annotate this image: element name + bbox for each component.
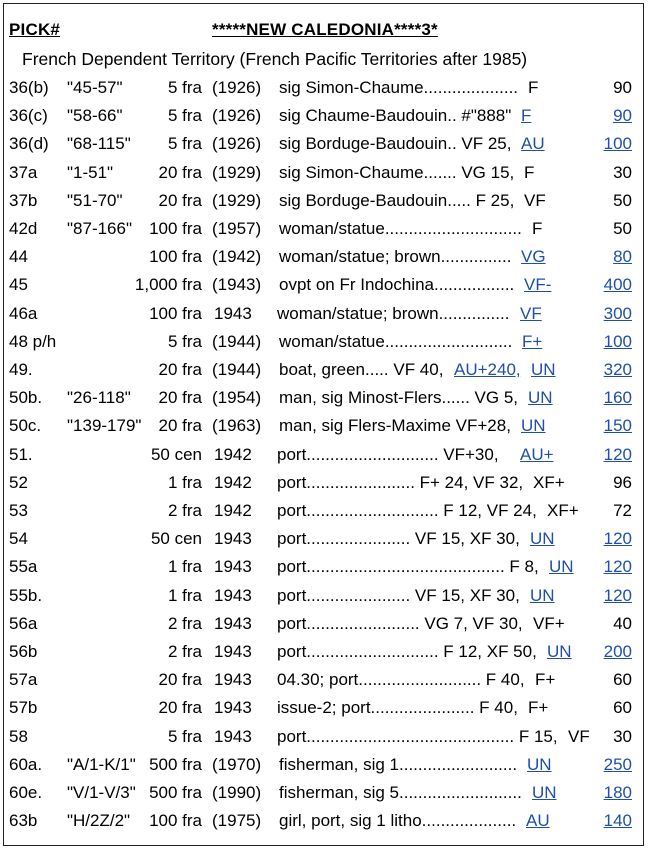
price[interactable]: 160 bbox=[603, 388, 632, 408]
serial-range: "26-118" bbox=[67, 388, 131, 408]
price: 60 bbox=[613, 670, 632, 690]
serial-range: "1-51" bbox=[67, 162, 114, 182]
denomination: 5 fra bbox=[167, 726, 202, 746]
price: 30 bbox=[613, 162, 632, 182]
grade[interactable]: UN bbox=[530, 529, 555, 549]
serial-range: "H/2Z/2" bbox=[67, 811, 131, 831]
grade: F+ bbox=[535, 670, 556, 690]
description: sig Borduge-Baudouin.. VF 25, bbox=[279, 134, 512, 154]
pick-number: 37a bbox=[9, 162, 38, 182]
pick-number: 36(c) bbox=[9, 106, 48, 126]
table-row bbox=[0, 501, 649, 525]
issue-year: 1943 bbox=[214, 557, 252, 577]
grade[interactable]: UN bbox=[549, 557, 574, 577]
issue-year: (1954) bbox=[212, 388, 262, 408]
issue-year: 1943 bbox=[214, 670, 252, 690]
denomination: 50 cen bbox=[150, 529, 202, 549]
issue-year: (1963) bbox=[212, 416, 262, 436]
table-row bbox=[0, 642, 649, 666]
pick-number: 49. bbox=[9, 360, 33, 379]
pick-number: 55a bbox=[9, 557, 38, 577]
table-row bbox=[0, 670, 649, 694]
issue-year: 1942 bbox=[214, 444, 252, 464]
description: woman/statue............................. bbox=[279, 219, 522, 238]
grade[interactable]: VF bbox=[520, 303, 542, 323]
pick-number: 37b bbox=[9, 190, 38, 210]
grade[interactable]: UN bbox=[528, 388, 553, 408]
price: 60 bbox=[613, 698, 632, 718]
denomination: 20 fra bbox=[158, 670, 202, 690]
description: boat, green..... VF 40, bbox=[279, 360, 444, 379]
grade[interactable]: VG bbox=[521, 247, 546, 267]
denomination: 100 fra bbox=[149, 247, 202, 267]
issue-year: 1942 bbox=[214, 472, 252, 492]
denomination: 500 fra bbox=[149, 783, 202, 802]
price[interactable]: 120 bbox=[603, 444, 632, 464]
price[interactable]: 80 bbox=[613, 247, 632, 267]
page-title: *****NEW CALEDONIA****3* bbox=[212, 20, 438, 39]
description: port............................................ F 15, bbox=[277, 726, 558, 746]
description: port.......................................... F 8, bbox=[277, 557, 539, 577]
grade: VF bbox=[524, 190, 546, 210]
serial-range: "51-70" bbox=[67, 190, 123, 210]
grade: XF+ bbox=[547, 501, 579, 520]
table-row bbox=[0, 106, 649, 130]
price[interactable]: 200 bbox=[603, 642, 632, 661]
description: sig Borduge-Baudouin..... F 25, bbox=[279, 190, 515, 210]
grade: F bbox=[524, 162, 535, 182]
issue-year: 1943 bbox=[214, 642, 252, 661]
price: 40 bbox=[613, 613, 632, 633]
price[interactable]: 300 bbox=[603, 303, 632, 323]
pick-number: 54 bbox=[9, 529, 28, 549]
pick-number: 56b bbox=[9, 642, 38, 661]
denomination: 5 fra bbox=[167, 106, 202, 126]
issue-year: (1926) bbox=[212, 78, 262, 97]
issue-year: (1944) bbox=[212, 360, 262, 379]
description: 04.30; port.......................... F 40, bbox=[277, 670, 525, 690]
table-row bbox=[0, 473, 649, 497]
serial-range: "A/1-K/1" bbox=[67, 754, 136, 774]
denomination: 5 fra bbox=[167, 331, 202, 351]
description: fisherman, sig 5.......................... bbox=[279, 783, 522, 802]
table-row bbox=[0, 783, 649, 807]
price[interactable]: 320 bbox=[603, 360, 632, 379]
denomination: 100 fra bbox=[149, 219, 202, 238]
pick-number: 50c. bbox=[9, 416, 42, 436]
denomination: 1 fra bbox=[167, 585, 202, 605]
issue-year: (1970) bbox=[212, 754, 262, 774]
denomination: 1 fra bbox=[167, 557, 202, 577]
table-row bbox=[0, 416, 649, 440]
denomination: 1 fra bbox=[167, 472, 202, 492]
denomination: 20 fra bbox=[158, 698, 202, 718]
price[interactable]: 100 bbox=[603, 331, 632, 351]
issue-year: (1990) bbox=[212, 783, 262, 802]
description: sig Simon-Chaume....... VG 15, bbox=[279, 162, 515, 182]
grade[interactable]: UN bbox=[527, 754, 552, 774]
table-row bbox=[0, 191, 649, 215]
grade: F bbox=[532, 219, 543, 238]
pick-column-header: PICK# bbox=[9, 20, 61, 39]
issue-year: (1926) bbox=[212, 134, 262, 154]
description: port....................... F+ 24, VF 32, bbox=[277, 472, 524, 492]
pick-number: 36(b) bbox=[9, 78, 49, 97]
pick-number: 48 p/h bbox=[9, 331, 57, 351]
denomination: 20 fra bbox=[158, 162, 202, 182]
pick-number: 46a bbox=[9, 303, 38, 323]
table-row bbox=[0, 275, 649, 299]
description: port...................... VF 15, XF 30, bbox=[277, 529, 520, 549]
grade[interactable]: VF- bbox=[524, 275, 552, 295]
table-row bbox=[0, 304, 649, 328]
description: woman/statue; brown............... bbox=[277, 303, 510, 323]
issue-year: (1943) bbox=[212, 275, 262, 295]
table-row bbox=[0, 529, 649, 553]
issue-year: 1943 bbox=[214, 698, 252, 718]
denomination: 5 fra bbox=[167, 134, 202, 154]
table-row bbox=[0, 727, 649, 751]
table-row bbox=[0, 332, 649, 356]
issue-year: 1943 bbox=[214, 529, 252, 549]
pick-number: 53 bbox=[9, 501, 28, 520]
issue-year: 1943 bbox=[214, 303, 252, 323]
table-row bbox=[0, 586, 649, 610]
description: woman/statue........................... bbox=[279, 331, 513, 351]
pick-number: 57b bbox=[9, 698, 38, 718]
denomination: 50 cen bbox=[150, 444, 202, 464]
description: fisherman, sig 1......................... bbox=[279, 754, 518, 774]
pick-number: 50b. bbox=[9, 388, 43, 408]
description: man, sig Flers-Maxime VF+28, bbox=[279, 416, 511, 436]
denomination: 20 fra bbox=[158, 190, 202, 210]
grade: VF bbox=[568, 726, 590, 746]
issue-year: 1943 bbox=[214, 585, 252, 605]
issue-year: (1975) bbox=[212, 811, 262, 831]
table-row bbox=[0, 445, 649, 469]
issue-year: (1957) bbox=[212, 219, 262, 238]
price[interactable]: 400 bbox=[603, 275, 632, 295]
grade: F+ bbox=[528, 698, 549, 718]
grade[interactable]: UN bbox=[547, 642, 572, 661]
table-row bbox=[0, 134, 649, 158]
description: sig Simon-Chaume.................... bbox=[279, 78, 519, 97]
price[interactable]: 120 bbox=[603, 585, 632, 605]
grade: F bbox=[528, 78, 539, 97]
grade[interactable]: F bbox=[521, 106, 532, 126]
description: sig Chaume-Baudouin.. #"888" bbox=[279, 106, 512, 126]
denomination: 1,000 fra bbox=[134, 275, 202, 295]
grade[interactable]: F+ bbox=[522, 331, 543, 351]
grade[interactable]: AU+ bbox=[520, 444, 554, 464]
table-row bbox=[0, 755, 649, 779]
issue-year: (1944) bbox=[212, 331, 262, 351]
serial-range: "139-179" bbox=[67, 416, 142, 436]
price: 96 bbox=[613, 472, 632, 492]
description: port........................ VG 7, VF 30, bbox=[277, 613, 523, 633]
denomination: 20 fra bbox=[158, 388, 202, 408]
denomination: 100 fra bbox=[149, 303, 202, 323]
price: 50 bbox=[613, 219, 632, 238]
issue-year: (1929) bbox=[212, 162, 262, 182]
pick-number: 42d bbox=[9, 219, 38, 238]
pick-number: 55b. bbox=[9, 585, 43, 605]
pick-number: 36(d) bbox=[9, 134, 49, 154]
grade: VF+ bbox=[533, 613, 565, 633]
denomination: 20 fra bbox=[158, 416, 202, 436]
price: 30 bbox=[613, 726, 632, 746]
pick-number: 51. bbox=[9, 444, 33, 464]
description: port............................ F 12, VF 24, bbox=[277, 501, 537, 520]
description: port............................ VF+30, bbox=[277, 444, 499, 464]
table-row bbox=[0, 388, 649, 412]
description: port............................ F 12, XF 50, bbox=[277, 642, 537, 661]
price-link[interactable]: AU+240, bbox=[454, 360, 521, 379]
price[interactable]: 140 bbox=[603, 811, 632, 831]
page-subtitle: French Dependent Territory (French Pacific Territories after 1985) bbox=[22, 49, 528, 69]
description: issue-2; port...................... F 40, bbox=[277, 698, 518, 718]
denomination: 2 fra bbox=[167, 613, 202, 633]
description: ovpt on Fr Indochina................. bbox=[279, 275, 515, 295]
price[interactable]: 120 bbox=[603, 529, 632, 549]
grade[interactable]: UN bbox=[532, 783, 557, 802]
description: port...................... VF 15, XF 30, bbox=[277, 585, 520, 605]
table-row bbox=[0, 78, 649, 102]
price: 90 bbox=[613, 78, 632, 97]
pick-number: 45 bbox=[9, 275, 28, 295]
price: 50 bbox=[613, 190, 632, 210]
issue-year: 1943 bbox=[214, 726, 252, 746]
price[interactable]: 90 bbox=[613, 106, 632, 126]
denomination: 20 fra bbox=[158, 360, 202, 379]
price[interactable]: 100 bbox=[603, 134, 632, 154]
denomination: 2 fra bbox=[167, 501, 202, 520]
price[interactable]: 180 bbox=[603, 783, 632, 802]
description: man, sig Minost-Flers...... VG 5, bbox=[279, 388, 519, 408]
serial-range: "V/1-V/3" bbox=[67, 783, 136, 802]
pick-number: 56a bbox=[9, 613, 38, 633]
grade[interactable]: AU bbox=[526, 811, 550, 831]
price[interactable]: 250 bbox=[603, 754, 632, 774]
pick-number: 60e. bbox=[9, 783, 43, 802]
denomination: 5 fra bbox=[167, 78, 202, 97]
pick-number: 44 bbox=[9, 247, 28, 267]
table-row bbox=[0, 219, 649, 243]
pick-number: 60a. bbox=[9, 754, 43, 774]
pick-number: 58 bbox=[9, 726, 28, 746]
price[interactable]: 150 bbox=[603, 416, 632, 436]
serial-range: "58-66" bbox=[67, 106, 123, 126]
denomination: 100 fra bbox=[149, 811, 202, 831]
pick-number: 63b bbox=[9, 811, 38, 831]
pick-number: 57a bbox=[9, 670, 38, 690]
grade[interactable]: UN bbox=[530, 585, 555, 605]
description: woman/statue; brown............... bbox=[279, 247, 512, 267]
price: 72 bbox=[613, 501, 632, 520]
table-row bbox=[0, 360, 649, 384]
grade: XF+ bbox=[533, 472, 565, 492]
serial-range: "87-166" bbox=[67, 219, 133, 238]
issue-year: 1942 bbox=[214, 501, 252, 520]
table-row bbox=[0, 811, 649, 835]
table-row bbox=[0, 247, 649, 271]
table-row bbox=[0, 163, 649, 187]
denomination: 2 fra bbox=[167, 642, 202, 661]
grade[interactable]: UN bbox=[531, 360, 556, 379]
serial-range: "45-57" bbox=[67, 78, 123, 97]
pick-number: 52 bbox=[9, 472, 28, 492]
grade[interactable]: AU bbox=[521, 134, 545, 154]
serial-range: "68-115" bbox=[67, 134, 131, 154]
table-row bbox=[0, 557, 649, 581]
issue-year: (1929) bbox=[212, 190, 262, 210]
issue-year: (1926) bbox=[212, 106, 262, 126]
table-row bbox=[0, 614, 649, 638]
issue-year: (1942) bbox=[212, 247, 262, 267]
denomination: 500 fra bbox=[149, 754, 202, 774]
table-row bbox=[0, 698, 649, 722]
price[interactable]: 120 bbox=[603, 557, 632, 577]
description: girl, port, sig 1 litho.................... bbox=[279, 811, 517, 831]
issue-year: 1943 bbox=[214, 613, 252, 633]
grade[interactable]: UN bbox=[521, 416, 546, 436]
